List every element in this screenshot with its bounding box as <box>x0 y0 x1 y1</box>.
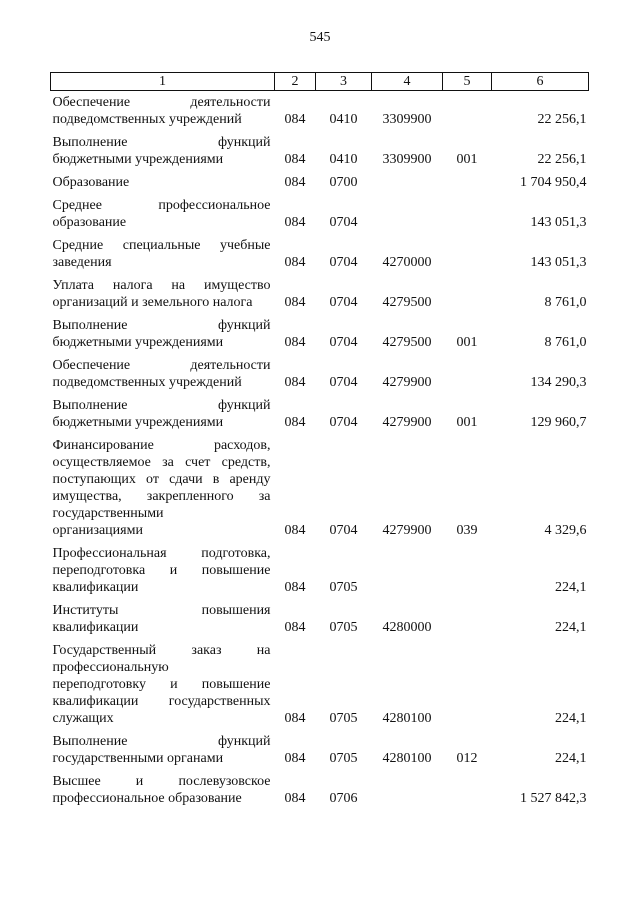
header-col-5: 5 <box>443 73 492 91</box>
section-code: 0705 <box>329 711 358 726</box>
section-code: 0705 <box>329 580 358 595</box>
row-description <box>51 314 275 354</box>
section-code: 0700 <box>329 175 358 190</box>
ministry-code: 084 <box>284 620 306 635</box>
page-number: 545 <box>309 30 331 45</box>
target-item-code <box>372 171 443 194</box>
budget-table <box>50 72 589 810</box>
table-row <box>51 542 589 599</box>
row-description-line: переподготовку и повышение <box>52 677 271 692</box>
row-description-line: Уплата налога на имущество <box>52 278 271 293</box>
row-description-line: Институты повышения <box>52 603 271 618</box>
amount-value: 224,1 <box>555 580 587 595</box>
target-item-code <box>372 194 443 234</box>
header-col-4: 4 <box>372 73 443 91</box>
ministry-code: 084 <box>284 375 306 390</box>
row-description-line: бюджетными учреждениями <box>52 415 224 430</box>
row-description-line: квалификации <box>52 620 139 635</box>
ministry-code: 084 <box>284 175 306 190</box>
table-row <box>51 171 589 194</box>
table-row <box>51 194 589 234</box>
expense-type-code: 001 <box>456 335 478 350</box>
target-item-code: 4279500 <box>382 295 432 310</box>
row-description <box>51 354 275 394</box>
ministry-code: 084 <box>284 751 306 766</box>
section-code: 0704 <box>329 375 358 390</box>
row-description-line: осуществляемое за счет средств, <box>52 455 271 470</box>
section-code: 0410 <box>329 152 358 167</box>
header-col-3: 3 <box>316 73 372 91</box>
target-item-code <box>372 770 443 810</box>
amount-value: 224,1 <box>555 711 587 726</box>
section-code: 0704 <box>329 523 358 538</box>
section-code: 0704 <box>329 335 358 350</box>
ministry-code: 084 <box>284 523 306 538</box>
row-description-line: государственными органами <box>52 751 224 766</box>
ministry-code: 084 <box>284 295 306 310</box>
table-row <box>51 234 589 274</box>
table-row <box>51 91 589 132</box>
ministry-code: 084 <box>284 415 306 430</box>
target-item-code: 3309900 <box>382 152 432 167</box>
row-description <box>51 91 275 132</box>
row-description <box>51 434 275 542</box>
ministry-code: 084 <box>284 152 306 167</box>
row-description-line: бюджетными учреждениями <box>52 152 224 167</box>
table-row <box>51 770 589 810</box>
row-description-line: Средние специальные учебные <box>52 238 271 253</box>
row-description-line: Образование <box>52 175 130 190</box>
row-description <box>51 171 275 194</box>
row-description-line: квалификации государственных <box>52 694 271 709</box>
table-row <box>51 131 589 171</box>
table-row <box>51 394 589 434</box>
expense-type-code: 001 <box>456 415 478 430</box>
row-description <box>51 639 275 730</box>
target-item-code: 4270000 <box>382 255 432 270</box>
expense-type-code <box>443 234 492 274</box>
table-row <box>51 274 589 314</box>
amount-value: 4 329,6 <box>544 523 587 538</box>
ministry-code: 084 <box>284 791 306 806</box>
section-code: 0706 <box>329 791 358 806</box>
amount-value: 22 256,1 <box>537 152 587 167</box>
row-description-line: переподготовка и повышение <box>52 563 271 578</box>
row-description-line: Выполнение функций <box>52 398 271 413</box>
amount-value: 143 051,3 <box>530 215 587 230</box>
row-description-line: Выполнение функций <box>52 135 271 150</box>
target-item-code: 4280100 <box>382 751 432 766</box>
amount-value: 129 960,7 <box>530 415 587 430</box>
row-description-line: Государственный заказ на <box>52 643 271 658</box>
section-code: 0705 <box>329 620 358 635</box>
table-row <box>51 599 589 639</box>
row-description-line: профессиональную <box>52 660 169 675</box>
table-header <box>51 73 589 91</box>
table-body <box>51 91 589 811</box>
ministry-code: 084 <box>284 335 306 350</box>
row-description <box>51 599 275 639</box>
row-description-line: бюджетными учреждениями <box>52 335 224 350</box>
row-description-line: служащих <box>52 711 114 726</box>
expense-type-code: 012 <box>456 751 478 766</box>
expense-type-code <box>443 91 492 132</box>
section-code: 0704 <box>329 255 358 270</box>
target-item-code: 4280000 <box>382 620 432 635</box>
ministry-code: 084 <box>284 580 306 595</box>
amount-value: 224,1 <box>555 620 587 635</box>
row-description-line: организаций и земельного налога <box>52 295 253 310</box>
row-description-line: образование <box>52 215 127 230</box>
section-code: 0704 <box>329 215 358 230</box>
row-description <box>51 194 275 234</box>
section-code: 0705 <box>329 751 358 766</box>
target-item-code <box>372 542 443 599</box>
row-description-line: Выполнение функций <box>52 318 271 333</box>
row-description-line: государственными <box>52 506 164 521</box>
ministry-code: 084 <box>284 255 306 270</box>
table-row <box>51 434 589 542</box>
row-description-line: Обеспечение деятельности <box>52 358 271 373</box>
row-description <box>51 770 275 810</box>
row-description-line: профессиональное образование <box>52 791 242 806</box>
target-item-code: 4279900 <box>382 415 432 430</box>
row-description-line: Обеспечение деятельности <box>52 95 271 110</box>
amount-value: 1 704 950,4 <box>520 175 587 190</box>
row-description-line: подведомственных учреждений <box>52 112 242 127</box>
amount-value: 22 256,1 <box>537 112 587 127</box>
row-description-line: Выполнение функций <box>52 734 271 749</box>
row-description <box>51 131 275 171</box>
amount-value: 8 761,0 <box>544 335 587 350</box>
target-item-code: 3309900 <box>382 112 432 127</box>
row-description-line: имущества, закрепленного за <box>52 489 271 504</box>
ministry-code: 084 <box>284 215 306 230</box>
row-description <box>51 234 275 274</box>
expense-type-code <box>443 639 492 730</box>
row-description-line: поступающих от сдачи в аренду <box>52 472 271 487</box>
expense-type-code <box>443 274 492 314</box>
amount-value: 134 290,3 <box>530 375 587 390</box>
table-row <box>51 314 589 354</box>
table-row <box>51 354 589 394</box>
header-col-6: 6 <box>492 73 589 91</box>
row-description-line: Среднее профессиональное <box>52 198 271 213</box>
section-code: 0410 <box>329 112 358 127</box>
expense-type-code: 039 <box>456 523 478 538</box>
row-description-line: Профессиональная подготовка, <box>52 546 271 561</box>
expense-type-code <box>443 171 492 194</box>
ministry-code: 084 <box>284 112 306 127</box>
target-item-code: 4280100 <box>382 711 432 726</box>
row-description <box>51 394 275 434</box>
expense-type-code <box>443 194 492 234</box>
amount-value: 143 051,3 <box>530 255 587 270</box>
row-description <box>51 730 275 770</box>
expense-type-code: 001 <box>456 152 478 167</box>
header-col-1: 1 <box>51 73 275 91</box>
table-row <box>51 730 589 770</box>
target-item-code: 4279900 <box>382 523 432 538</box>
row-description-line: Высшее и послевузовское <box>52 774 271 789</box>
row-description-line: подведомственных учреждений <box>52 375 242 390</box>
header-col-2: 2 <box>275 73 316 91</box>
section-code: 0704 <box>329 295 358 310</box>
row-description-line: организациями <box>52 523 143 538</box>
expense-type-code <box>443 770 492 810</box>
row-description-line: Финансирование расходов, <box>52 438 271 453</box>
ministry-code: 084 <box>284 711 306 726</box>
table-row <box>51 639 589 730</box>
target-item-code: 4279500 <box>382 335 432 350</box>
row-description <box>51 274 275 314</box>
section-code: 0704 <box>329 415 358 430</box>
row-description <box>51 542 275 599</box>
row-description-line: квалификации <box>52 580 139 595</box>
amount-value: 8 761,0 <box>544 295 587 310</box>
expense-type-code <box>443 354 492 394</box>
expense-type-code <box>443 599 492 639</box>
amount-value: 224,1 <box>555 751 587 766</box>
expense-type-code <box>443 542 492 599</box>
row-description-line: заведения <box>52 255 112 270</box>
target-item-code: 4279900 <box>382 375 432 390</box>
amount-value: 1 527 842,3 <box>520 791 587 806</box>
